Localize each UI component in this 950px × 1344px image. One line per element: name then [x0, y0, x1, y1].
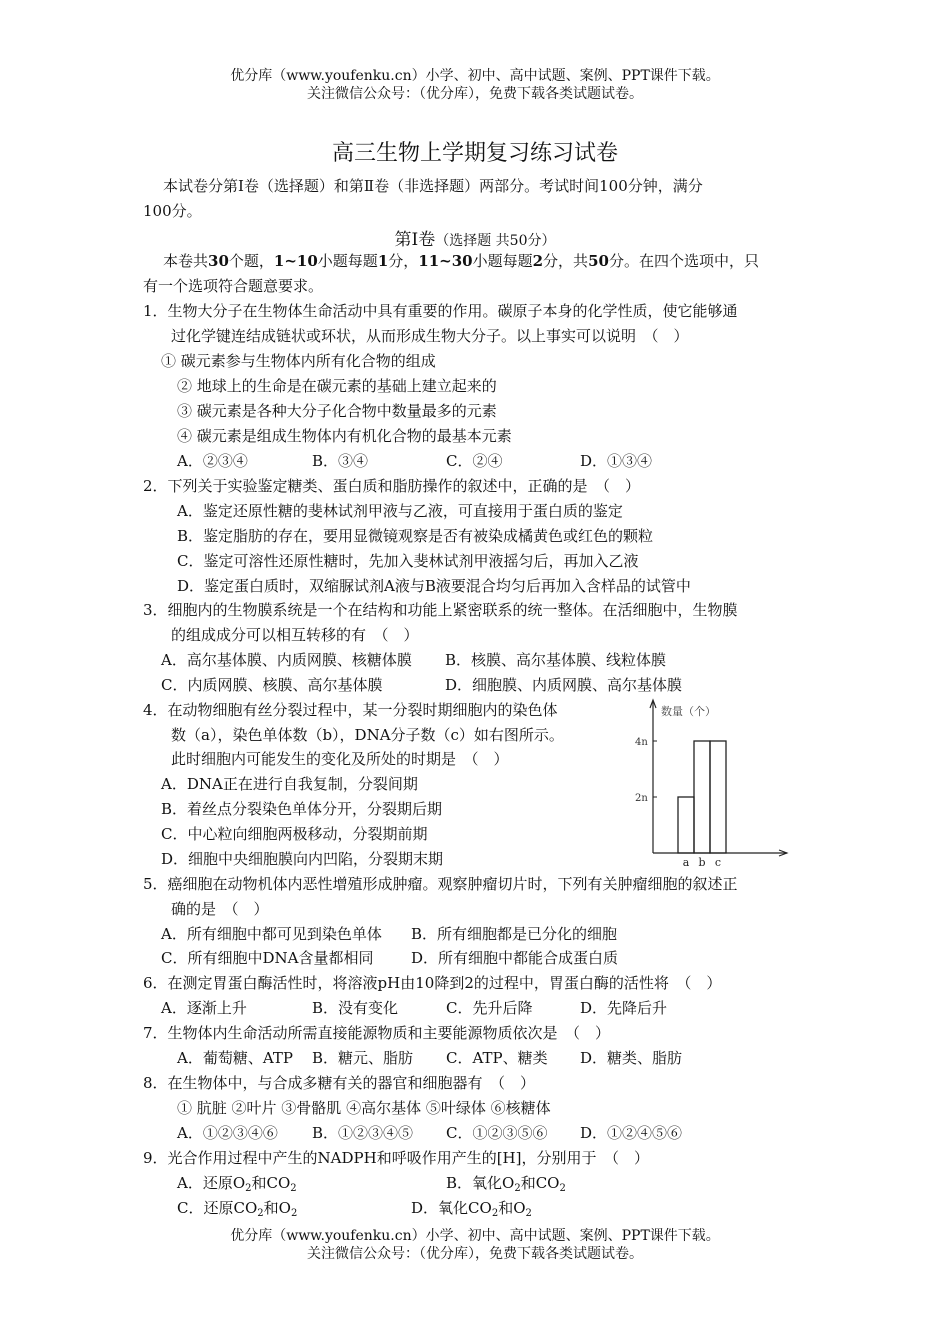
q8-items: ① 肮脏 ②叶片 ③骨骼肌 ④高尔基体 ⑤叶绿体 ⑥核糖体	[177, 1099, 551, 1117]
footer-line-2: 关注微信公众号：（优分库），免费下载各类试题试卷。	[307, 1246, 643, 1262]
instr-text: 小题每题	[317, 252, 378, 270]
instr-range: 11~30	[418, 252, 473, 270]
q3-stem-1: 3．细胞内的生物膜系统是一个在结构和功能上紧密联系的统一整体。在活细胞中，生物膜	[143, 601, 738, 619]
q1-option-b[interactable]: B．③④	[312, 452, 369, 470]
q2-option-b[interactable]: B．鉴定脂肪的存在，要用显微镜观察是否有被染成橘黄色或红色的颗粒	[177, 527, 654, 545]
bar-c	[710, 741, 726, 853]
subscript: 2	[245, 1183, 252, 1194]
q4-stem-3: 此时细胞内可能发生的变化及所处的时期是 （ ）	[171, 750, 509, 768]
q9-option-b[interactable]	[446, 1173, 566, 1193]
header-line-1: 优分库（www.youfenku.cn）小学、初中、高中试题、案例、PPT课件下载。	[230, 68, 720, 84]
q3-option-a[interactable]: A．高尔基体膜、内质网膜、核糖体膜	[161, 651, 412, 669]
q1-statement-4: ④ 碳元素是组成生物体内有机化合物的最基本元素	[177, 427, 512, 445]
q1-statement-2: ② 地球上的生命是在碳元素的基础上建立起来的	[177, 377, 497, 395]
instr-text: 分，	[388, 252, 419, 270]
q9-option-b-text: 和CO	[520, 1174, 560, 1192]
header-line-2: 关注微信公众号：（优分库），免费下载各类试题试卷。	[307, 86, 643, 102]
q2-option-d[interactable]: D．鉴定蛋白质时，双缩脲试剂A液与B液要混合均匀后再加入含样品的试管中	[177, 577, 691, 595]
subscript: 2	[559, 1183, 566, 1194]
q1-stem-2: 过化学键连结成链状或环状，从而形成生物大分子。以上事实可以说明 （ ）	[171, 327, 689, 345]
section-label: 第Ⅰ卷	[394, 230, 436, 250]
q8-option-d[interactable]: D．①②④⑤⑥	[580, 1124, 683, 1142]
q6-stem: 6．在测定胃蛋白酶活性时，将溶液pH由10降到2的过程中，胃蛋白酶的活性将 （ ）	[143, 974, 722, 992]
q1-statement-3: ③ 碳元素是各种大分子化合物中数量最多的元素	[177, 402, 497, 420]
instr-text: 本卷共	[163, 252, 209, 270]
q4-option-a[interactable]: A．DNA正在进行自我复制，分裂间期	[161, 775, 418, 793]
bar-a	[678, 797, 694, 853]
subscript: 2	[514, 1183, 521, 1194]
q3-option-d[interactable]: D．细胞膜、内质网膜、高尔基体膜	[445, 676, 683, 694]
intro-line-2: 100分。	[143, 202, 202, 220]
bar-b	[694, 741, 710, 853]
q4-option-c[interactable]: C．中心粒向细胞两极移动，分裂期前期	[161, 825, 428, 843]
q6-option-d[interactable]: D．先降后升	[580, 999, 668, 1017]
section-instructions	[163, 251, 759, 271]
q9-option-b-text: B．氧化O	[446, 1174, 515, 1192]
q2-stem: 2．下列关于实验鉴定糖类、蛋白质和脂肪操作的叙述中，正确的是 （ ）	[143, 477, 641, 495]
q3-option-b[interactable]: B．核膜、高尔基体膜、线粒体膜	[445, 651, 667, 669]
q8-option-a[interactable]: A．①②③④⑥	[177, 1124, 278, 1142]
q9-option-a[interactable]	[177, 1173, 297, 1193]
page-title: 高三生物上学期复习练习试卷	[331, 141, 618, 166]
section-instructions-line-2: 有一个选项符合题意要求。	[143, 277, 324, 295]
q4-option-b[interactable]: B．着丝点分裂染色单体分开，分裂期后期	[161, 800, 443, 818]
q4-stem-2: 数（a），染色单体数（b），DNA分子数（c）如右图所示。	[171, 726, 564, 744]
q7-option-d[interactable]: D．糖类、脂肪	[580, 1049, 683, 1067]
q8-option-b[interactable]: B．①②③④⑤	[312, 1124, 414, 1142]
q6-option-c[interactable]: C．先升后降	[446, 999, 533, 1017]
q4-stem-1: 4．在动物细胞有丝分裂过程中，某一分裂时期细胞内的染色体	[143, 701, 558, 719]
q2-option-a[interactable]: A．鉴定还原性糖的斐林试剂甲液与乙液，可直接用于蛋白质的鉴定	[177, 502, 623, 520]
q8-stem: 8．在生物体中，与合成多糖有关的器官和细胞器有 （ ）	[143, 1074, 536, 1092]
q3-option-c[interactable]: C．内质网膜、核膜、高尔基体膜	[161, 676, 383, 694]
section-subtitle: （选择题 共50分）	[435, 233, 556, 249]
y-tick-label: 2n	[635, 793, 648, 804]
instr-text: 个题，	[228, 252, 274, 270]
q7-option-a[interactable]: A．葡萄糖、ATP	[177, 1049, 293, 1067]
q9-option-d-text: D．氧化CO	[411, 1199, 492, 1217]
subscript: 2	[290, 1208, 298, 1219]
q5-stem-1: 5．癌细胞在动物机体内恶性增殖形成肿瘤。观察肿瘤切片时，下列有关肿瘤细胞的叙述正	[143, 875, 738, 893]
instr-range: 1~10	[273, 252, 318, 270]
subscript: 2	[257, 1208, 264, 1219]
q7-stem: 7．生物体内生命活动所需直接能源物质和主要能源物质依次是 （ ）	[143, 1024, 611, 1042]
subscript: 2	[525, 1208, 532, 1219]
q5-option-a[interactable]: A．所有细胞中都可见到染色单体	[161, 925, 382, 943]
q3-stem-2: 的组成成分可以相互转移的有 （ ）	[171, 626, 419, 644]
q9-option-c[interactable]	[177, 1198, 297, 1218]
section-title	[0, 225, 950, 250]
q9-option-a-text: A．还原O	[177, 1174, 246, 1192]
q6-option-a[interactable]: A．逐渐上升	[161, 999, 247, 1017]
q6-option-b[interactable]: B．没有变化	[312, 999, 399, 1017]
subscript: 2	[290, 1183, 297, 1194]
q9-option-c-text: 和O	[263, 1199, 291, 1217]
instr-text: 分，共	[543, 252, 589, 270]
q7-option-b[interactable]: B．糖元、脂肪	[312, 1049, 414, 1067]
footer-line-1: 优分库（www.youfenku.cn）小学、初中、高中试题、案例、PPT课件下载。	[230, 1228, 720, 1244]
q9-option-d[interactable]	[411, 1198, 532, 1218]
instr-score: 2	[532, 252, 544, 270]
q5-option-c[interactable]: C．所有细胞中DNA含量都相同	[161, 949, 374, 967]
q1-statement-1: ① 碳元素参与生物体内所有化合物的组成	[161, 352, 436, 370]
q2-option-c[interactable]: C．鉴定可溶性还原性糖时，先加入斐林试剂甲液摇匀后，再加入乙液	[177, 552, 639, 570]
q4-option-d[interactable]: D．细胞中央细胞膜向内凹陷，分裂期末期	[161, 850, 444, 868]
intro-line-1: 本试卷分第Ⅰ卷（选择题）和第Ⅱ卷（非选择题）两部分。考试时间100分钟，满分	[163, 177, 703, 195]
instr-total: 50	[588, 252, 609, 270]
q1-stem-1: 1．生物大分子在生物体生命活动中具有重要的作用。碳原子本身的化学性质，使它能够通	[143, 302, 738, 320]
q5-option-d[interactable]: D．所有细胞中都能合成蛋白质	[411, 949, 619, 967]
instr-text: 分。在四个选项中，只	[608, 252, 759, 270]
x-tick-label: b	[698, 856, 706, 869]
q5-stem-2: 确的是 （ ）	[171, 900, 269, 918]
instr-score: 1	[377, 252, 389, 270]
q8-option-c[interactable]: C．①②③⑤⑥	[446, 1124, 548, 1142]
instr-text: 小题每题	[472, 252, 533, 270]
q4-bar-chart	[625, 690, 795, 870]
q7-option-c[interactable]: C．ATP、糖类	[446, 1049, 548, 1067]
subscript: 2	[491, 1208, 499, 1219]
q1-option-c[interactable]: C．②④	[446, 452, 503, 470]
x-tick-label: a	[682, 856, 690, 869]
x-tick-label: c	[714, 856, 722, 869]
y-axis-label: 数量（个）	[661, 705, 716, 718]
q1-option-d[interactable]: D．①③④	[580, 452, 653, 470]
q9-stem: 9．光合作用过程中产生的NADPH和呼吸作用产生的[H]，分别用于 （ ）	[143, 1149, 649, 1167]
y-tick-label: 4n	[635, 737, 648, 748]
q1-option-a[interactable]: A．②③④	[177, 452, 248, 470]
q9-option-d-text: 和O	[498, 1199, 526, 1217]
q9-option-c-text: C．还原CO	[177, 1199, 258, 1217]
instr-count: 30	[208, 252, 229, 270]
q5-option-b[interactable]: B．所有细胞都是已分化的细胞	[411, 925, 618, 943]
q9-option-a-text: 和CO	[251, 1174, 291, 1192]
